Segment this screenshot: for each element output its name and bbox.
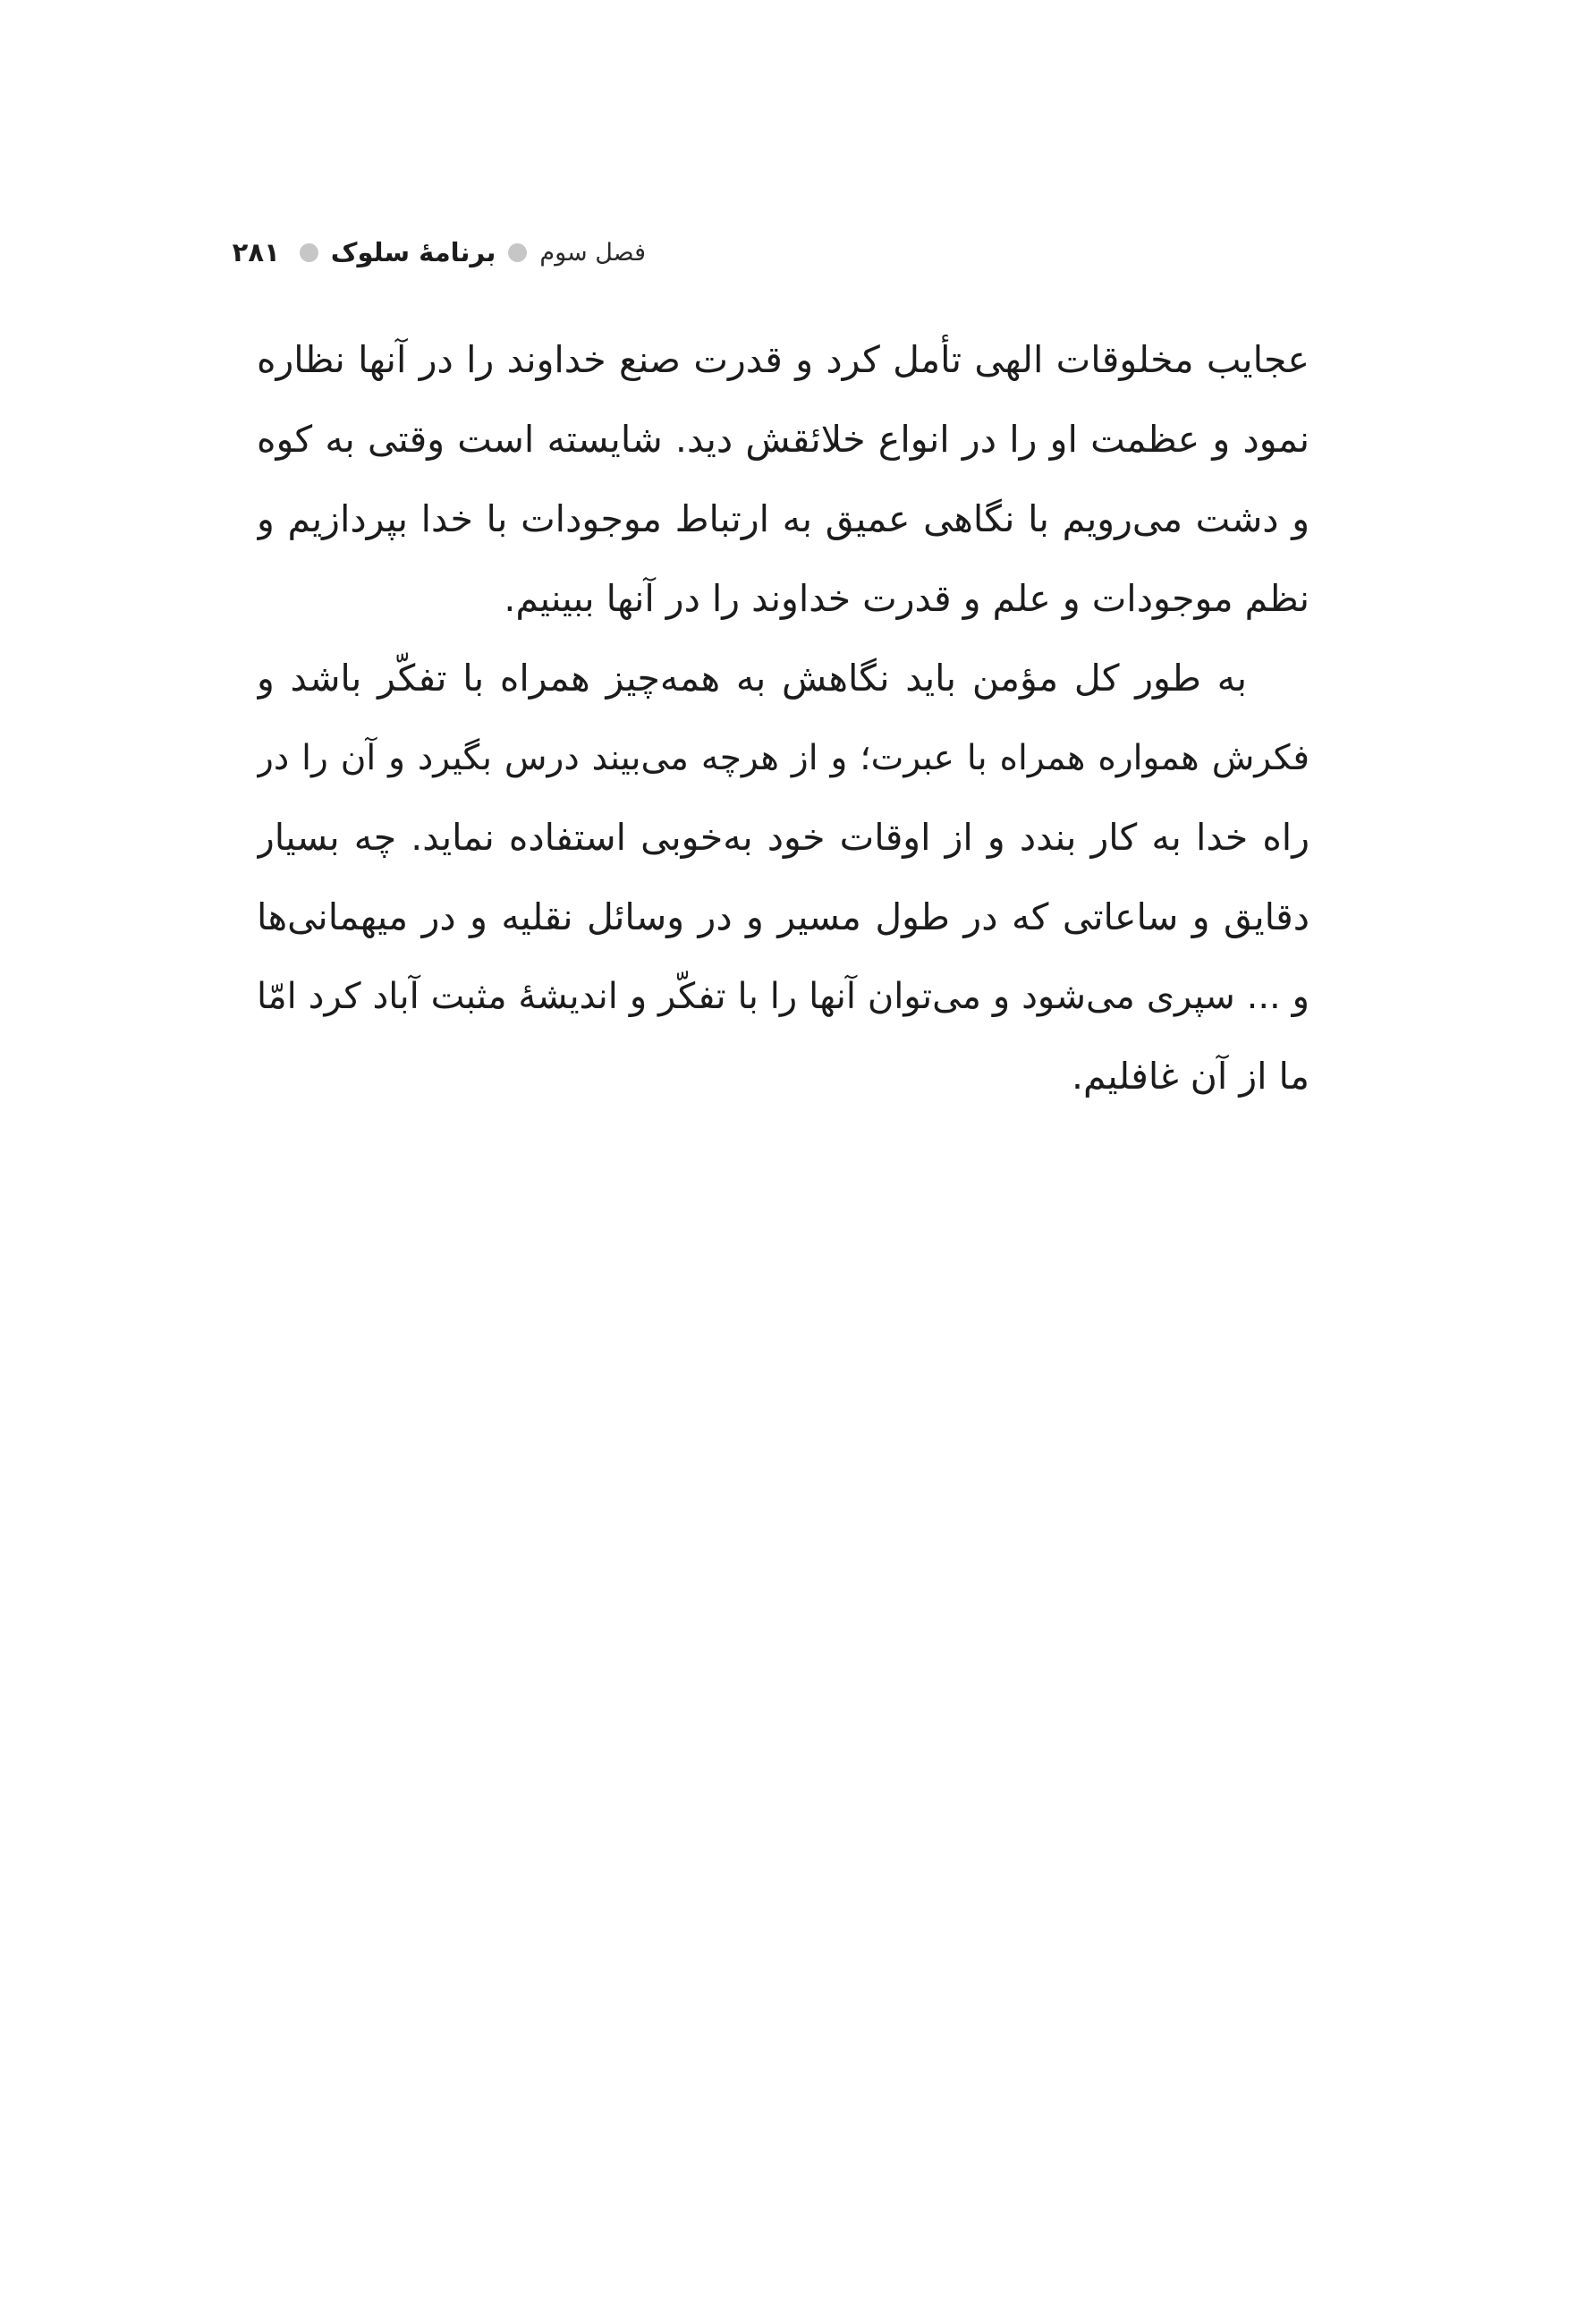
text-line: و ... سپری می‌شود و می‌توان آنها را با تفکّر و اندیشهٔ مثبت آباد کرد امّا <box>257 976 1310 1017</box>
section-title: برنامهٔ سلوک <box>330 237 496 267</box>
text-line: و دشت می‌رویم با نگاهی عمیق به ارتباط موجودات با خدا بپردازیم و <box>257 497 1310 540</box>
text-line: به طور کل مؤمن باید نگاهش به همه‌چیز همراه با تفکّر باشد و <box>257 657 1247 700</box>
text-line: ما از آن غافلیم. <box>1071 1055 1310 1098</box>
text-line: نمود و عظمت او را در انواع خلائقش دید. شایسته است وقتی به کوه <box>257 418 1310 461</box>
text-line: راه خدا به کار بندد و از اوقات خود به‌خوبی استفاده نماید. چه بسیار <box>257 816 1310 859</box>
bullet-icon <box>508 243 527 262</box>
page-number: ۲۸۱ <box>232 237 280 267</box>
text-line: دقایق و ساعاتی که در طول مسیر و در وسائل نقلیه و در میهمانی‌ها <box>257 895 1310 938</box>
text-line: نظم موجودات و علم و قدرت خداوند را در آنها ببینیم. <box>504 577 1310 620</box>
text-line: عجایب مخلوقات الهی تأمل کرد و قدرت صنع خداوند را در آنها نظاره <box>257 338 1310 381</box>
text-line: فکرش همواره همراه با عبرت؛ و از هرچه می‌بیند درس بگیرد و آن را در <box>257 738 1310 778</box>
paragraph <box>257 320 1310 639</box>
bullet-icon <box>300 243 318 262</box>
chapter-title: فصل سوم <box>539 238 646 267</box>
paragraph <box>257 639 1310 1116</box>
body-text <box>257 320 1310 1116</box>
running-header <box>233 234 646 270</box>
